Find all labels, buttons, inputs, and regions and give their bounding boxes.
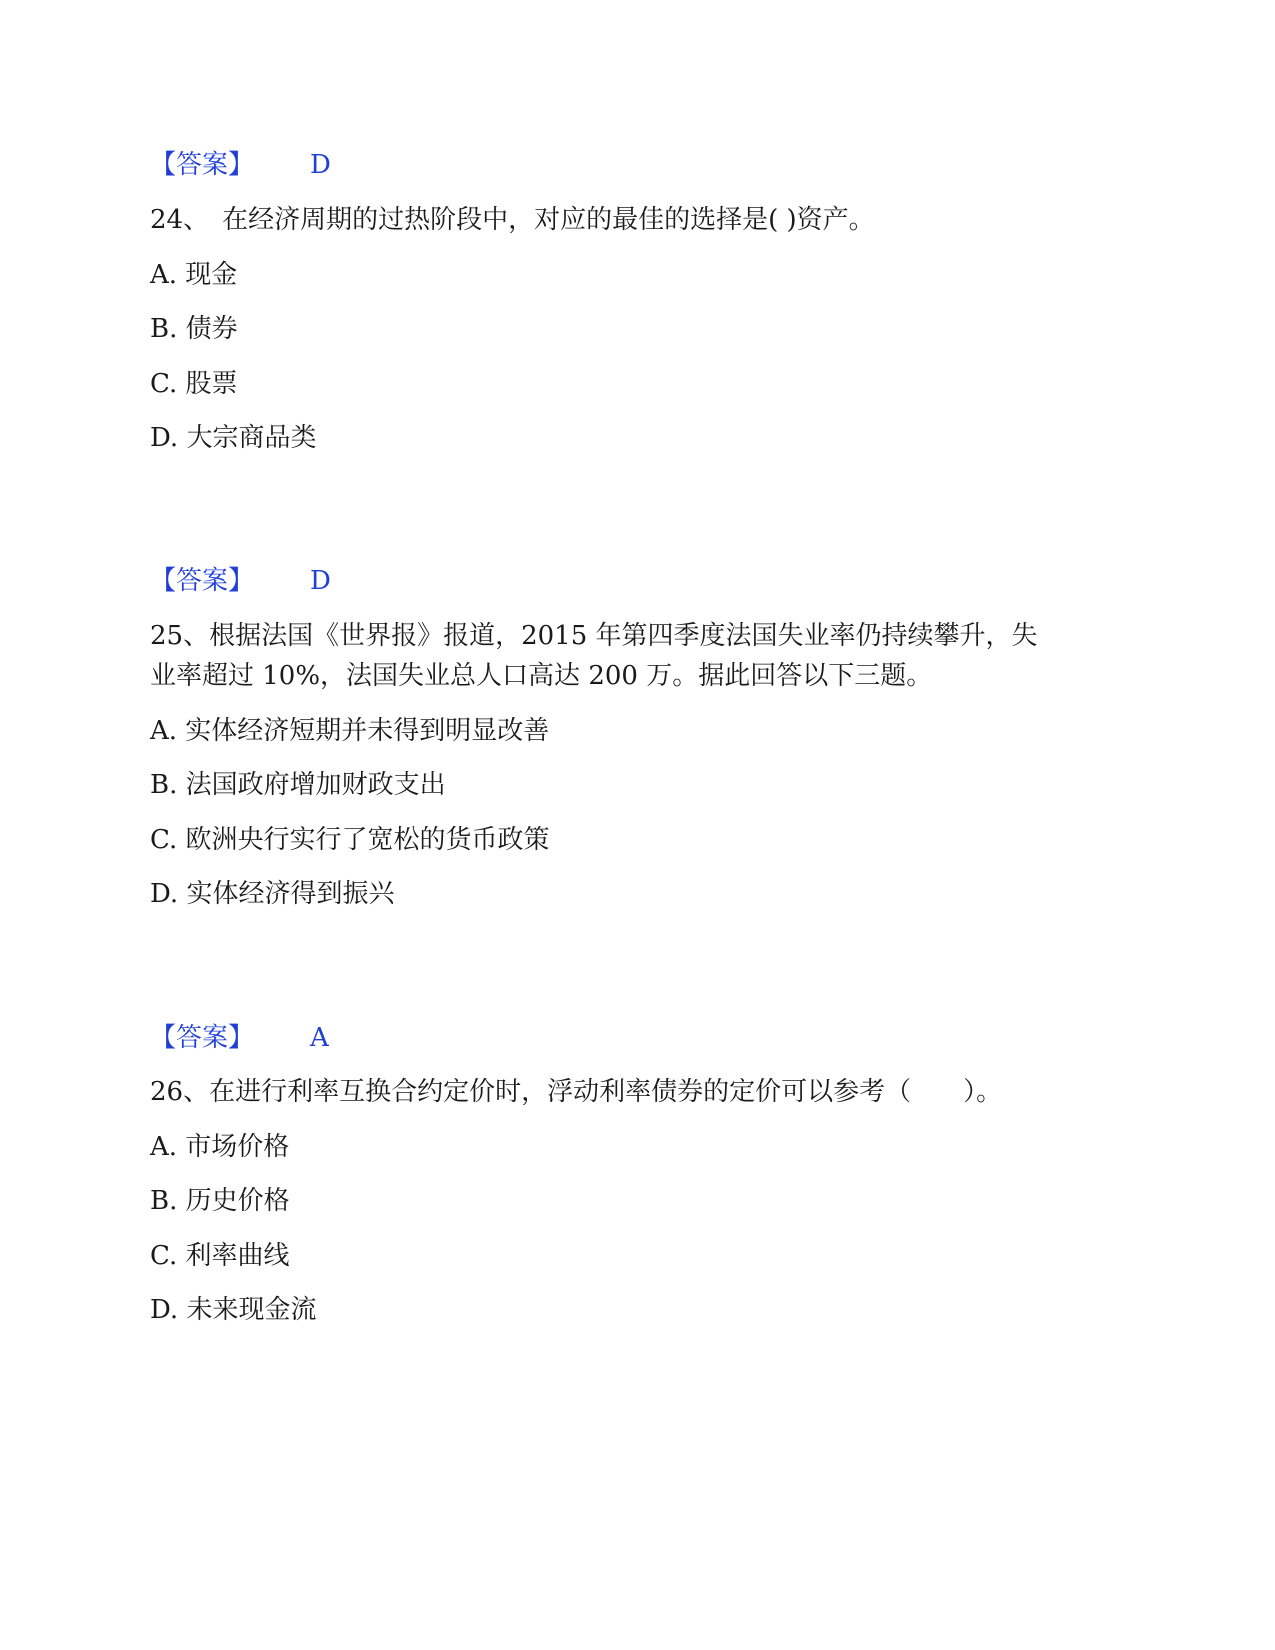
answer-label: 【答案】	[150, 150, 255, 180]
answer-value: A	[310, 1023, 329, 1053]
question-25-option-c: C. 欧洲央行实行了宽松的货币政策	[150, 825, 550, 855]
question-24-option-a: A. 现金	[150, 260, 238, 290]
question-24-option-b: B. 债券	[150, 314, 238, 344]
question-25-text-line2: 业率超过 10%，法国失业总人口高达 200 万。据此回答以下三题。	[150, 661, 933, 691]
answer-label: 【答案】	[150, 566, 255, 596]
question-25-option-b: B. 法国政府增加财政支出	[150, 770, 446, 800]
question-24-text: 24、 在经济周期的过热阶段中，对应的最佳的选择是( )资产。	[150, 205, 875, 235]
question-25-option-a: A. 实体经济短期并未得到明显改善	[150, 716, 550, 746]
answer-value: D	[310, 150, 331, 180]
answer-value: D	[310, 566, 331, 596]
answer-line	[150, 148, 550, 182]
answer-label: 【答案】	[150, 1023, 255, 1053]
question-26-option-d: D. 未来现金流	[150, 1295, 317, 1325]
question-26-option-a: A. 市场价格	[150, 1132, 290, 1162]
answer-line	[150, 1021, 550, 1055]
question-24-option-d: D. 大宗商品类	[150, 423, 317, 453]
question-25-option-d: D. 实体经济得到振兴	[150, 879, 395, 909]
question-26-option-b: B. 历史价格	[150, 1186, 290, 1216]
answer-line	[150, 564, 550, 598]
question-25-text-line1: 25、根据法国《世界报》报道，2015 年第四季度法国失业率仍持续攀升，失	[150, 621, 1038, 651]
question-26-text: 26、在进行利率互换合约定价时，浮动利率债券的定价可以参考（ ）。	[150, 1077, 1003, 1107]
question-26-option-c: C. 利率曲线	[150, 1241, 290, 1271]
question-24-option-c: C. 股票	[150, 369, 238, 399]
